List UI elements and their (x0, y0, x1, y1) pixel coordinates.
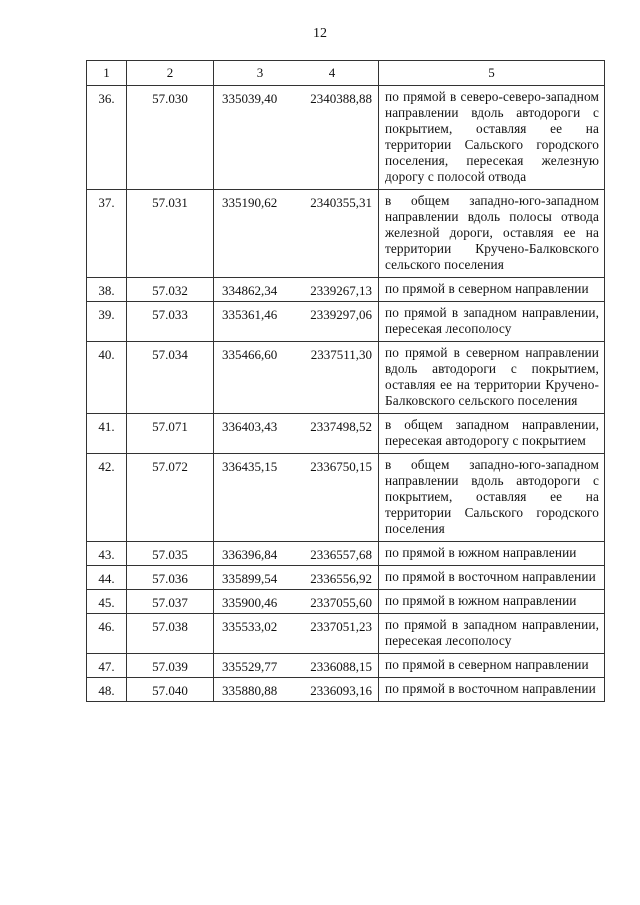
coordinate-x: 335533,02 (222, 619, 278, 634)
boundary-description: в общем западном направлении, пересекая автодорогу с покрытием (385, 417, 599, 448)
coordinate-x: 335880,88 (222, 683, 278, 698)
coordinate-y: 2340388,88 (310, 91, 372, 106)
coordinate-x: 335529,77 (222, 659, 278, 674)
header-col-5: 5 (379, 61, 605, 86)
point-code: 57.031 (127, 190, 214, 278)
row-number: 41. (87, 414, 127, 454)
point-code: 57.035 (127, 542, 214, 566)
coordinates-cell (214, 278, 379, 302)
row-number: 48. (87, 678, 127, 702)
coordinates-cell (214, 614, 379, 654)
point-code: 57.036 (127, 566, 214, 590)
coordinate-x: 335466,60 (222, 347, 278, 362)
boundary-description: по прямой в западном направлении, пересекая лесополосу (385, 305, 599, 336)
boundary-description: по прямой в северном направлении (385, 657, 589, 672)
header-col-3: 3 (256, 65, 264, 80)
boundary-description: в общем западно-юго-западном направлении вдоль автодороги с покрытием, оставляя ее на территории Сальского городского поселения (385, 457, 599, 536)
point-code: 57.034 (127, 342, 214, 414)
row-number: 38. (87, 278, 127, 302)
coordinates-cell (214, 566, 379, 590)
coordinates-cell (214, 190, 379, 278)
coordinates-cell (214, 654, 379, 678)
row-number: 46. (87, 614, 127, 654)
coordinates-cell (214, 454, 379, 542)
description-cell (379, 614, 605, 654)
coordinate-y: 2336088,15 (310, 659, 372, 674)
table-row (87, 614, 605, 654)
table-row (87, 590, 605, 614)
description-cell (379, 590, 605, 614)
coordinate-y: 2336093,16 (310, 683, 372, 698)
description-cell (379, 342, 605, 414)
description-cell (379, 302, 605, 342)
coordinates-cell (214, 342, 379, 414)
point-code: 57.033 (127, 302, 214, 342)
row-number: 44. (87, 566, 127, 590)
header-col-3-4 (214, 61, 379, 86)
boundary-description: по прямой в южном направлении (385, 545, 577, 560)
point-code: 57.071 (127, 414, 214, 454)
table-row (87, 278, 605, 302)
coordinate-x: 336435,15 (222, 459, 278, 474)
row-number: 37. (87, 190, 127, 278)
coordinates-cell (214, 302, 379, 342)
coordinate-y: 2336557,68 (310, 547, 372, 562)
coordinate-y: 2337498,52 (310, 419, 372, 434)
coordinate-x: 335899,54 (222, 571, 278, 586)
description-cell (379, 190, 605, 278)
table-row (87, 414, 605, 454)
row-number: 47. (87, 654, 127, 678)
page-number: 12 (313, 26, 327, 41)
coordinate-y: 2336556,92 (310, 571, 372, 586)
table-row (87, 542, 605, 566)
coordinates-cell (214, 590, 379, 614)
boundary-description: по прямой в восточном направлении (385, 569, 596, 584)
row-number: 40. (87, 342, 127, 414)
table-row (87, 302, 605, 342)
coordinate-y: 2339267,13 (310, 283, 372, 298)
point-code: 57.030 (127, 86, 214, 190)
point-code: 57.040 (127, 678, 214, 702)
boundary-description: по прямой в южном направлении (385, 593, 577, 608)
description-cell (379, 414, 605, 454)
table-row (87, 566, 605, 590)
coordinate-y: 2337051,23 (310, 619, 372, 634)
coordinate-x: 335900,46 (222, 595, 278, 610)
row-number: 39. (87, 302, 127, 342)
table-row (87, 454, 605, 542)
coordinates-cell (214, 86, 379, 190)
point-code: 57.037 (127, 590, 214, 614)
table-row (87, 86, 605, 190)
description-cell (379, 454, 605, 542)
coordinate-y: 2337055,60 (310, 595, 372, 610)
point-code: 57.032 (127, 278, 214, 302)
coordinate-x: 335039,40 (222, 91, 278, 106)
description-cell (379, 654, 605, 678)
description-cell (379, 678, 605, 702)
boundary-description: по прямой в северном направлении (385, 281, 589, 296)
table-header-row (87, 61, 605, 86)
boundary-description: по прямой в северном направлении вдоль автодороги с покрытием, оставляя ее на территории Кручено-Балковского сельского поселения (385, 345, 599, 408)
coordinate-y: 2340355,31 (310, 195, 372, 210)
header-col-4: 4 (328, 65, 336, 80)
row-number: 42. (87, 454, 127, 542)
description-cell (379, 566, 605, 590)
boundary-description: в общем западно-юго-западном направлении вдоль полосы отвода железной дороги, оставляя ее на территории Кручено-Балковского сельского поселения (385, 193, 599, 272)
description-cell (379, 542, 605, 566)
table-row (87, 654, 605, 678)
coordinate-x: 336403,43 (222, 419, 278, 434)
boundary-description: по прямой в западном направлении, пересекая лесополосу (385, 617, 599, 648)
point-code: 57.072 (127, 454, 214, 542)
row-number: 45. (87, 590, 127, 614)
table-row (87, 190, 605, 278)
coordinate-x: 334862,34 (222, 283, 278, 298)
row-number: 43. (87, 542, 127, 566)
description-cell (379, 86, 605, 190)
boundary-description: по прямой в северо-северо-западном направлении вдоль автодороги с покрытием, оставляя ее на территории Сальского городского поселения, пересекая железную дорогу с полосой отвода (385, 89, 599, 184)
coordinate-y: 2337511,30 (310, 347, 372, 362)
header-col-1: 1 (87, 61, 127, 86)
header-col-2: 2 (127, 61, 214, 86)
coordinates-cell (214, 542, 379, 566)
point-code: 57.038 (127, 614, 214, 654)
point-code: 57.039 (127, 654, 214, 678)
description-cell (379, 278, 605, 302)
table-row (87, 678, 605, 702)
boundary-description: по прямой в восточном направлении (385, 681, 596, 696)
row-number: 36. (87, 86, 127, 190)
boundary-points-table (86, 60, 605, 702)
coordinates-cell (214, 414, 379, 454)
coordinate-x: 336396,84 (222, 547, 278, 562)
table-row (87, 342, 605, 414)
coordinate-x: 335190,62 (222, 195, 278, 210)
coordinates-cell (214, 678, 379, 702)
coordinate-y: 2336750,15 (310, 459, 372, 474)
coordinate-x: 335361,46 (222, 307, 278, 322)
coordinate-y: 2339297,06 (310, 307, 372, 322)
